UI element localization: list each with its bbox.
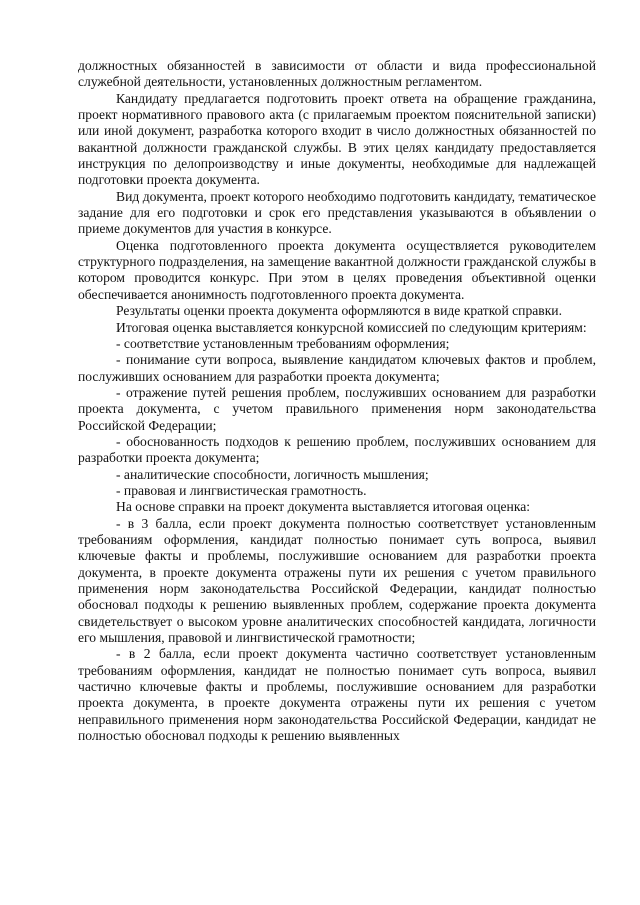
paragraph-continuation: должностных обязанностей в зависимости от области и вида профессиональной служебной деятельности, установленных должностным регламентом.: [78, 58, 596, 90]
paragraph-document-type: Вид документа, проект которого необходимо подготовить кандидату, тематическое задание для его подготовки и срок его представления указываются в объявлении о приеме документов для участия в конкурсе.: [78, 188, 596, 237]
paragraph-final-score-intro: На основе справки на проект документа выставляется итоговая оценка:: [116, 499, 531, 515]
criteria-item: - правовая и лингвистическая грамотность.: [116, 482, 367, 498]
criteria-item: - понимание сути вопроса, выявление кандидатом ключевых фактов и проблем, послуживших основанием для разработки проекта документа;: [78, 352, 596, 384]
criteria-item: - аналитические способности, логичность мышления;: [116, 466, 429, 482]
criteria-item: - соответствие установленным требованиям оформления;: [116, 335, 450, 351]
criteria-item: - отражение путей решения проблем, послуживших основанием для разработки проекта документа, с учетом правильного применения норм законодательства Российской Федерации;: [78, 384, 596, 433]
paragraph-results: Результаты оценки проекта документа оформляются в виде краткой справки.: [116, 303, 562, 319]
criteria-item: - обоснованность подходов к решению проблем, послуживших основанием для разработки проекта документа;: [78, 433, 596, 466]
paragraph-criteria-intro: Итоговая оценка выставляется конкурсной комиссией по следующим критериям:: [116, 319, 587, 335]
score-item-2: - в 2 балла, если проект документа частично соответствует установленным требованиям оформления, кандидат не полностью понимает суть вопроса, выявил частично ключевые факты и проблемы, послужившие основанием для разработки проекта документа, в проекте документа отражены пути их решения с учетом неправильного применения норм законодательства Российской Федерации, кандидат не полностью обосновал подходы к решению выявленных: [78, 646, 596, 744]
paragraph-evaluation: Оценка подготовленного проекта документа осуществляется руководителем структурного подразделения, на замещение вакантной должности гражданской службы в котором проводится конкурс. При этом в целях проведения объективной оценки обеспечивается анонимность подготовленного проекта документа.: [78, 237, 596, 302]
score-item-3: - в 3 балла, если проект документа полностью соответствует установленным требованиям оформления, кандидат полностью понимает суть вопроса, выявил ключевые факты и проблемы, послужившие основанием для разработки проекта документа, в проекте документа отражены пути их решения с учетом правильного применения норм законодательства Российской Федерации, кандидат полностью обосновал подходы к решению выявленных проблем, содержание проекта документа свидетельствует о высоком уровне аналитических способностей кандидата, логичности его мышления, правовой и лингвистической грамотности;: [78, 515, 596, 646]
document-page: [78, 58, 596, 744]
paragraph-task-description: Кандидату предлагается подготовить проект ответа на обращение гражданина, проект нормативного правового акта (с прилагаемым проектом пояснительной записки) или иной документ, разработка которого входит в число должностных обязанностей по вакантной должности гражданской службы. В этих целях кандидату предоставляется инструкция по делопроизводству и иные документы, необходимые для надлежащей подготовки проекта документа.: [78, 90, 596, 188]
